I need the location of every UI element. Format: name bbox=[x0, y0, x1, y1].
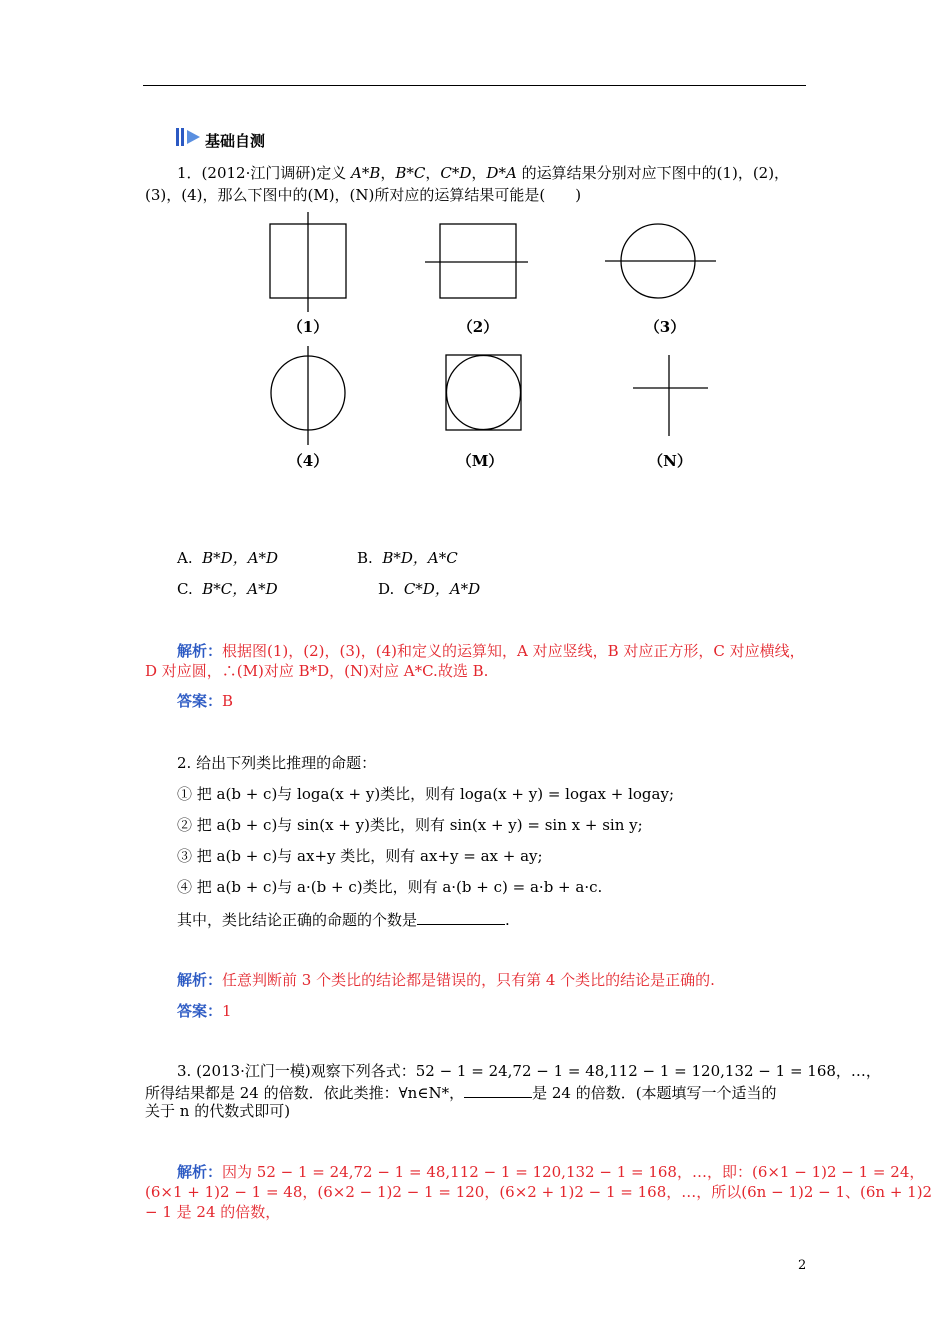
q1-analysis-label: 解析： bbox=[177, 642, 223, 660]
q2-item-3: ③ 把 a(b + c)与 ax+y 类比，则有 ax+y = ax + ay; bbox=[177, 847, 543, 865]
q1-answer: 答案：B bbox=[177, 692, 234, 710]
q3-analysis-line3: − 1 是 24 的倍数， bbox=[145, 1203, 281, 1221]
q3-answer-blank[interactable] bbox=[464, 1081, 532, 1098]
q1-line1: 1．(2012·江门调研)定义 A*B，B*C，C*D，D*A 的运算结果分别对应下图中的(1)，(2)， bbox=[177, 164, 790, 182]
q2-question: 其中，类比结论正确的命题的个数是 . bbox=[177, 908, 510, 930]
q2-intro: 2. 给出下列类比推理的命题： bbox=[177, 754, 377, 772]
q3-line3: 关于 n 的代数式即可) bbox=[145, 1102, 291, 1120]
q1-analysis-line1: 解析：根据图(1)，(2)，(3)，(4)和定义的运算知，A 对应竖线，B 对应正方形，C 对应横线， bbox=[177, 642, 805, 660]
q2-answer-blank[interactable] bbox=[417, 908, 505, 925]
figure-3 bbox=[605, 224, 716, 298]
figure-n bbox=[633, 355, 708, 436]
q1-figures bbox=[0, 205, 950, 505]
section-icon bbox=[176, 128, 202, 150]
figure-label-4: （4） bbox=[287, 452, 329, 470]
q3-analysis-line1: 解析：因为 52 − 1 = 24,72 − 1 = 48,112 − 1 = 120,132 − 1 = 168，…，即：(6×1 − 1)2 − 1 = 24， bbox=[177, 1163, 925, 1181]
q3-analysis-line2: (6×1 + 1)2 − 1 = 48，(6×2 − 1)2 − 1 = 120，(6×2 + 1)2 − 1 = 168，…，所以(6n − 1)2 − 1、(6n + 1)2 bbox=[145, 1183, 933, 1201]
q2-item-2: ② 把 a(b + c)与 sin(x + y)类比，则有 sin(x + y) = sin x + sin y; bbox=[177, 816, 643, 834]
q1-option-d[interactable]: D. C*D，A*D bbox=[378, 580, 481, 598]
page-number: 2 bbox=[798, 1258, 807, 1273]
figure-m bbox=[446, 355, 521, 430]
figure-label-m: （M） bbox=[456, 452, 504, 470]
figure-4 bbox=[271, 346, 345, 445]
header-rule bbox=[143, 85, 806, 86]
q2-item-1: ① 把 a(b + c)与 loga(x + y)类比，则有 loga(x + y) = logax + logay; bbox=[177, 785, 675, 803]
q1-option-c[interactable]: C. B*C，A*D bbox=[177, 580, 278, 598]
q2-analysis: 解析：任意判断前 3 个类比的结论都是错误的，只有第 4 个类比的结论是正确的. bbox=[177, 971, 715, 989]
figure-label-3: （3） bbox=[644, 318, 686, 336]
q3-line1: 3. (2013·江门一模)观察下列各式：52 − 1 = 24,72 − 1 = 48,112 − 1 = 120,132 − 1 = 168，…， bbox=[177, 1062, 881, 1080]
figure-label-1: （1） bbox=[287, 318, 329, 336]
q1-option-a[interactable]: A. B*D，A*D bbox=[177, 549, 279, 567]
figure-1 bbox=[270, 212, 346, 312]
figure-2 bbox=[425, 224, 528, 298]
q1-option-b[interactable]: B. B*D，A*C bbox=[357, 549, 458, 567]
q1-line2: (3)，(4)，那么下图中的(M)，(N)所对应的运算结果可能是( ) bbox=[145, 186, 582, 204]
section-title: 基础自测 bbox=[205, 132, 266, 150]
q2-item-4: ④ 把 a(b + c)与 a·(b + c)类比，则有 a·(b + c) = a·b + a·c. bbox=[177, 878, 603, 896]
q2-answer: 答案：1 bbox=[177, 1002, 232, 1020]
figure-label-2: （2） bbox=[457, 318, 499, 336]
figure-label-n: （N） bbox=[648, 452, 692, 470]
q3-line2: 所得结果都是 24 的倍数．依此类推：∀n∈N*， 是 24 的倍数．(本题填写一个适当的 bbox=[145, 1081, 777, 1103]
q1-analysis-line2: D 对应圆，∴(M)对应 B*D，(N)对应 A*C.故选 B. bbox=[145, 662, 489, 680]
